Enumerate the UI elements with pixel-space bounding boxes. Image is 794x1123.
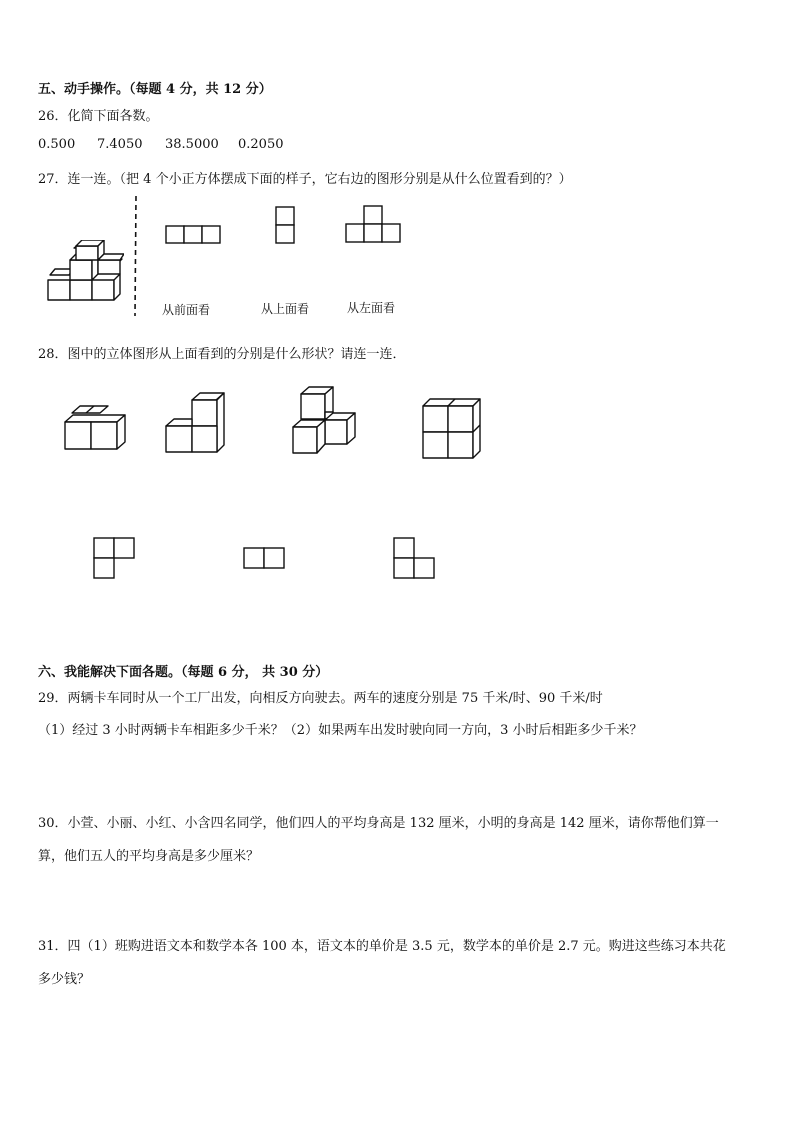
q27-cube-stack-figure bbox=[44, 240, 124, 305]
q27-dashed-divider bbox=[133, 196, 139, 316]
label-front-view: 从前面看 bbox=[162, 303, 211, 317]
q26-number-2: 7.4050 bbox=[97, 137, 143, 152]
q26-number-1: 0.500 bbox=[38, 137, 76, 152]
question-26: 26．化简下面各数。 bbox=[38, 109, 159, 124]
q26-number-3: 38.5000 bbox=[165, 137, 219, 152]
q28-solid-4 bbox=[421, 398, 483, 460]
question-31-line-1: 31．四（1）班购进语文本和数学本各 100 本，语文本的单价是 3.5 元，数学本的单价是 2.7 元。购进这些练习本共花 bbox=[38, 939, 726, 954]
question-31-line-2: 多少钱？ bbox=[38, 972, 91, 987]
q26-number-4: 0.2050 bbox=[238, 137, 284, 152]
q27-top-view-shape bbox=[275, 206, 297, 246]
q28-top-shape-1 bbox=[93, 537, 137, 581]
question-30-line-1: 30．小萱、小丽、小红、小含四名同学，他们四人的平均身高是 132 厘米，小明的身高是 142 厘米，请你帮他们算一 bbox=[38, 816, 719, 831]
section-5-heading: 五、动手操作。（每题 4 分，共 12 分） bbox=[38, 82, 272, 97]
q27-front-view-shape bbox=[165, 225, 223, 245]
q27-left-view-shape bbox=[345, 205, 403, 245]
question-27: 27．连一连。（把 4 个小正方体摆成下面的样子，它右边的图形分别是从什么位置看到的？） bbox=[38, 172, 572, 187]
question-29-line-2: （1）经过 3 小时两辆卡车相距多少千米？（2）如果两车出发时驶向同一方向，3 小时后相距多少千米？ bbox=[38, 723, 643, 738]
q28-solid-3 bbox=[292, 386, 358, 456]
label-left-view: 从左面看 bbox=[347, 301, 396, 315]
q28-top-shape-2 bbox=[243, 547, 287, 571]
question-28: 28．图中的立体图形从上面看到的分别是什么形状？请连一连． bbox=[38, 347, 406, 362]
q28-top-shape-3 bbox=[393, 537, 437, 581]
question-29-line-1: 29．两辆卡车同时从一个工厂出发，向相反方向驶去。两车的速度分别是 75 千米/时、90 千米/时 bbox=[38, 691, 603, 706]
label-top-view: 从上面看 bbox=[261, 302, 310, 316]
q28-solid-2 bbox=[164, 392, 228, 454]
q28-solid-1 bbox=[64, 405, 128, 451]
section-6-heading: 六、我能解决下面各题。（每题 6 分， 共 30 分） bbox=[38, 665, 329, 680]
question-30-line-2: 算，他们五人的平均身高是多少厘米？ bbox=[38, 849, 260, 864]
